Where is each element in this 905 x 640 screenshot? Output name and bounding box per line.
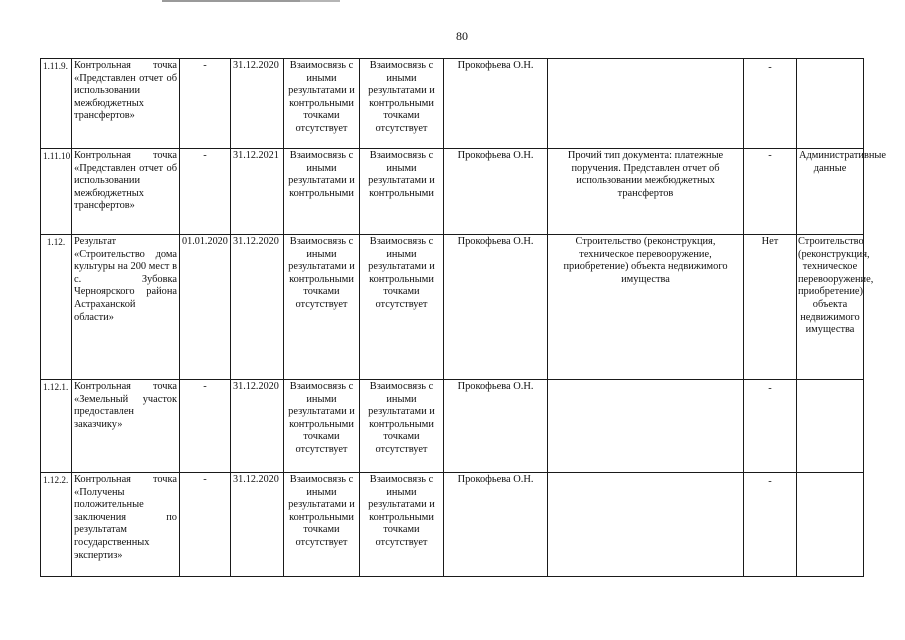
table-row [41,473,864,577]
document-type [548,473,744,577]
link-points: Взаимосвязь с иными результатами и контрольными точками отсутствует [360,235,444,380]
start-date: - [180,59,231,149]
table-row [41,380,864,473]
row-name: Результат «Строительство дома культуры на 200 мест в с. Зубовка Черноярского района Астраханской области» [72,235,180,380]
row-number: 1.12.1. [41,380,72,473]
end-date: 31.12.2020 [231,235,284,380]
table-row [41,149,864,235]
row-name: Контрольная точка «Получены положительные заключения по результатам государственных экспертиз» [72,473,180,577]
status-flag [744,59,797,149]
end-date: 31.12.2021 [231,149,284,235]
control-points-table [40,58,887,577]
info-source: Административные данные [797,149,864,235]
row-name: Контрольная точка «Представлен отчет об использовании межбюджетных трансфертов» [72,59,180,149]
link-results: Взаимосвязь с иными результатами и контрольными [284,149,360,235]
status-flag: - [744,149,797,235]
end-date: 31.12.2020 [231,59,284,149]
responsible: Прокофьева О.Н. [444,235,548,380]
start-date: - [180,149,231,235]
row-name: Контрольная точка «Представлен отчет об использовании межбюджетных трансфертов» [72,149,180,235]
row-number: 1.11.10 [41,149,72,235]
info-source [797,59,864,149]
row-number: 1.11.9. [41,59,72,149]
document-type [548,59,744,149]
status-flag-value: - [768,62,772,73]
status-flag: Нет [744,235,797,380]
link-points: Взаимосвязь с иными результатами и контрольными [360,149,444,235]
link-points: Взаимосвязь с иными результатами и контрольными точками отсутствует [360,473,444,577]
start-date: 01.01.2020 [180,235,231,380]
end-date: 31.12.2020 [231,380,284,473]
end-date: 31.12.2020 [231,473,284,577]
start-date: - [180,473,231,577]
info-source [797,380,864,473]
link-points: Взаимосвязь с иными результатами и контрольными точками отсутствует [360,59,444,149]
responsible: Прокофьева О.Н. [444,473,548,577]
link-results: Взаимосвязь с иными результатами и контрольными точками отсутствует [284,473,360,577]
status-flag [744,473,797,577]
scan-artifact-line [300,0,340,2]
table-row [41,235,864,380]
link-points: Взаимосвязь с иными результатами и контрольными точками отсутствует [360,380,444,473]
status-flag [744,380,797,473]
link-results: Взаимосвязь с иными результатами и контрольными точками отсутствует [284,235,360,380]
responsible: Прокофьева О.Н. [444,59,548,149]
responsible: Прокофьева О.Н. [444,380,548,473]
row-number: 1.12.2. [41,473,72,577]
start-date: - [180,380,231,473]
info-source [797,473,864,577]
link-results: Взаимосвязь с иными результатами и контрольными точками отсутствует [284,380,360,473]
info-source: Строительство (реконструкция, техническое перевооружение, приобретение) объекта недвижимого имущества [797,235,864,380]
link-results: Взаимосвязь с иными результатами и контрольными точками отсутствует [284,59,360,149]
row-number: 1.12. [41,235,72,380]
responsible: Прокофьева О.Н. [444,149,548,235]
table-row [41,59,864,149]
status-flag-value: - [768,476,772,487]
row-name: Контрольная точка «Земельный участок предоставлен заказчику» [72,380,180,473]
document-type: Строительство (реконструкция, техническое перевооружение, приобретение) объекта недвижимого имущества [548,235,744,380]
page-number: 80 [456,29,468,43]
document-type [548,380,744,473]
status-flag-value: - [768,383,772,394]
document-type: Прочий тип документа: платежные поручения. Представлен отчет об использовании межбюджетных трансфертов [548,149,744,235]
